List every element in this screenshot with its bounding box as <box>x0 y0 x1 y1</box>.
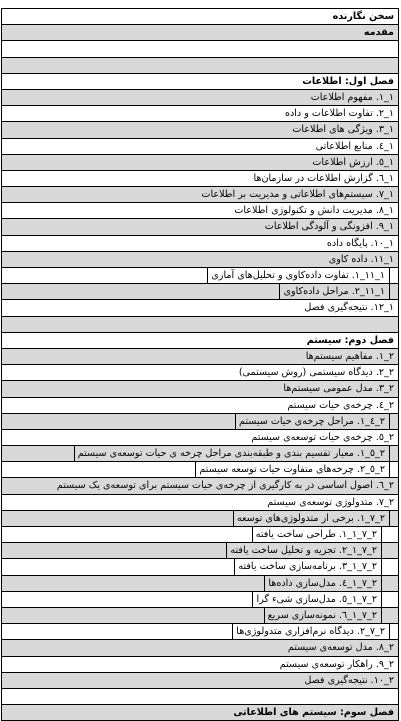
toc-row <box>2 90 398 106</box>
toc-entry-text: ۲_٥. چرخه‌ی حیات توسعه‌ی سیستم <box>251 431 394 443</box>
toc-entry-text: ۱_٤. منابع اطلاعاتی <box>315 140 394 152</box>
toc-entry-text: ۱_۱۲. نتیجه‌گیری فصل <box>304 302 394 314</box>
toc-entry-text: مقدمه <box>363 27 394 39</box>
toc-entry-text: فصل اول: اطلاعات <box>302 75 394 87</box>
toc-heading-row <box>2 9 398 25</box>
toc-row <box>2 414 398 430</box>
toc-row <box>2 106 398 122</box>
toc-row <box>2 576 398 592</box>
toc-row <box>2 478 398 494</box>
toc-row <box>2 543 398 559</box>
toc-row <box>2 349 398 365</box>
toc-row <box>2 155 398 171</box>
toc-entry-text: ۱_۳. ویژگی های اطلاعات <box>292 124 394 136</box>
toc-heading-row <box>2 705 398 721</box>
toc-entry-text: ۱_۹. افزونگی و آلودگی اطلاعات <box>264 221 394 233</box>
toc-entry-text: ۲_٤_۱. مراحل چرخه‌ی حیات سیستم <box>235 414 390 429</box>
toc-entry-text: ۲_۷. متدولوژی توسعه‌ی سیستم <box>267 496 394 508</box>
toc-entry-text: ۱_۷. سیستم‌های اطلاعاتی و مدیریت بر اطلاعات <box>201 189 394 201</box>
toc-row <box>2 268 398 284</box>
toc-row <box>2 527 398 543</box>
toc-heading-row <box>2 25 398 41</box>
toc-row <box>2 495 398 511</box>
toc-entry-text: ۱_۲. تفاوت اطلاعات و داده <box>284 108 394 120</box>
toc-entry-text: ۱_۱۱_۲. مراحل داده‌کاوی <box>279 284 390 299</box>
toc-entry-text: ۱_۱۱_۱. تفاوت داده‌کاوی و تحلیل‌های آماری <box>207 268 390 283</box>
toc-entry-text: ۲_۷_۱_٦. نمونه‌سازی سریع <box>264 608 382 623</box>
toc-row <box>2 41 398 57</box>
table-of-contents <box>1 8 399 721</box>
toc-entry-text: ۱_۸. مدیریت دانش و تکنولوژی اطلاعات <box>234 205 394 217</box>
toc-row <box>2 219 398 235</box>
toc-row <box>2 58 398 74</box>
toc-entry-text: ۱_۱۱. داده کاوی <box>328 253 394 265</box>
toc-row <box>2 689 398 705</box>
toc-entry-text: ۲_٥_۱. معیار تقسیم بندی و طبقه‌بندی مراحل چرخه ی حیات توسعه‌ی سیستم <box>74 446 390 461</box>
toc-row <box>2 657 398 673</box>
toc-row <box>2 624 398 640</box>
toc-row <box>2 446 398 462</box>
toc-entry-text: ۲_۷_۱_۳. برنامه‌سازی ساخت یافته <box>234 559 382 574</box>
toc-entry-text: ۲_۷_۱. برخی از متدولوژی‌های توسعه <box>233 511 390 526</box>
toc-entry-text: ۱_٥. ارزش اطلاعات <box>312 156 394 168</box>
toc-entry-text: ۲_۱۰. نتیجه‌گیری فصل <box>304 674 394 686</box>
toc-row <box>2 608 398 624</box>
toc-row <box>2 187 398 203</box>
toc-row <box>2 300 398 316</box>
toc-heading-row <box>2 74 398 90</box>
toc-entry-text: ۲_٥_۲. چرخه‌های متفاوت حیات توسعه سیستم <box>195 462 390 477</box>
toc-heading-row <box>2 333 398 349</box>
toc-row <box>2 398 398 414</box>
toc-row <box>2 252 398 268</box>
toc-row <box>2 171 398 187</box>
toc-entry-text: ۲_۸. مدل توسعه‌ی سیستم <box>287 642 394 654</box>
toc-entry-text: ۲_۷_۱_٤. مدل‌سازی داده‌ها <box>264 576 382 591</box>
toc-row <box>2 365 398 381</box>
toc-entry-text: ۲_۷_۱_۲. تجزیه و تحلیل ساخت یافته <box>226 543 382 558</box>
toc-entry-text: ۲_۳. مدل عمومی سیستم‌ها <box>283 383 394 395</box>
toc-row <box>2 203 398 219</box>
toc-entry-text: ۲_۷_۱_۱. طراحی ساخت یافته <box>252 527 382 542</box>
toc-entry-text: ۲_۷_۱_٥. مدل‌سازی شیء گرا <box>252 592 382 607</box>
toc-entry-text: سخن نگارنده <box>332 11 394 22</box>
toc-row <box>2 317 398 333</box>
toc-row <box>2 559 398 575</box>
toc-entry-text: ۲_٦. اصول اساسی در به کارگیری از چرخه‌ی حیات سیستم برای توسعه‌ی یک سیستم <box>56 480 394 492</box>
toc-row <box>2 462 398 478</box>
toc-row <box>2 236 398 252</box>
toc-row <box>2 122 398 138</box>
toc-entry-text: ۱_۱۰. پایگاه داده <box>326 237 394 249</box>
toc-row <box>2 640 398 656</box>
toc-entry-text <box>391 689 398 704</box>
toc-row <box>2 511 398 527</box>
toc-entry-text: ۱_٦. گزارش اطلاعات در سازمان‌ها <box>253 172 394 184</box>
toc-row <box>2 381 398 397</box>
toc-entry-text: ۲_۷_۲. دیدگاه نرم‌افزاری متدولوژی‌ها <box>232 624 390 639</box>
toc-entry-text <box>391 317 398 332</box>
toc-entry-text: ۲_٤. چرخه‌ی حیات سیستم <box>287 399 394 411</box>
toc-entry-text <box>391 41 398 56</box>
toc-entry-text: ۲_۹. راهکار توسعه‌ی سیستم <box>279 658 394 670</box>
toc-row <box>2 673 398 689</box>
toc-entry-text: ۲_۱. مفاهیم سیستم‌ها <box>305 350 394 362</box>
toc-row <box>2 139 398 155</box>
toc-row <box>2 592 398 608</box>
toc-row <box>2 284 398 300</box>
toc-entry-text <box>391 58 398 73</box>
toc-entry-text: ۲_۲. دیدگاه سیستمی (روش سیستمی) <box>238 367 394 379</box>
toc-entry-text: فصل دوم: سیستم <box>306 334 394 346</box>
toc-row <box>2 430 398 446</box>
toc-entry-text: ۱_۱. مفهوم اطلاعات <box>310 91 394 103</box>
toc-entry-text: فصل سوم: سیستم های اطلاعاتی <box>233 707 394 719</box>
